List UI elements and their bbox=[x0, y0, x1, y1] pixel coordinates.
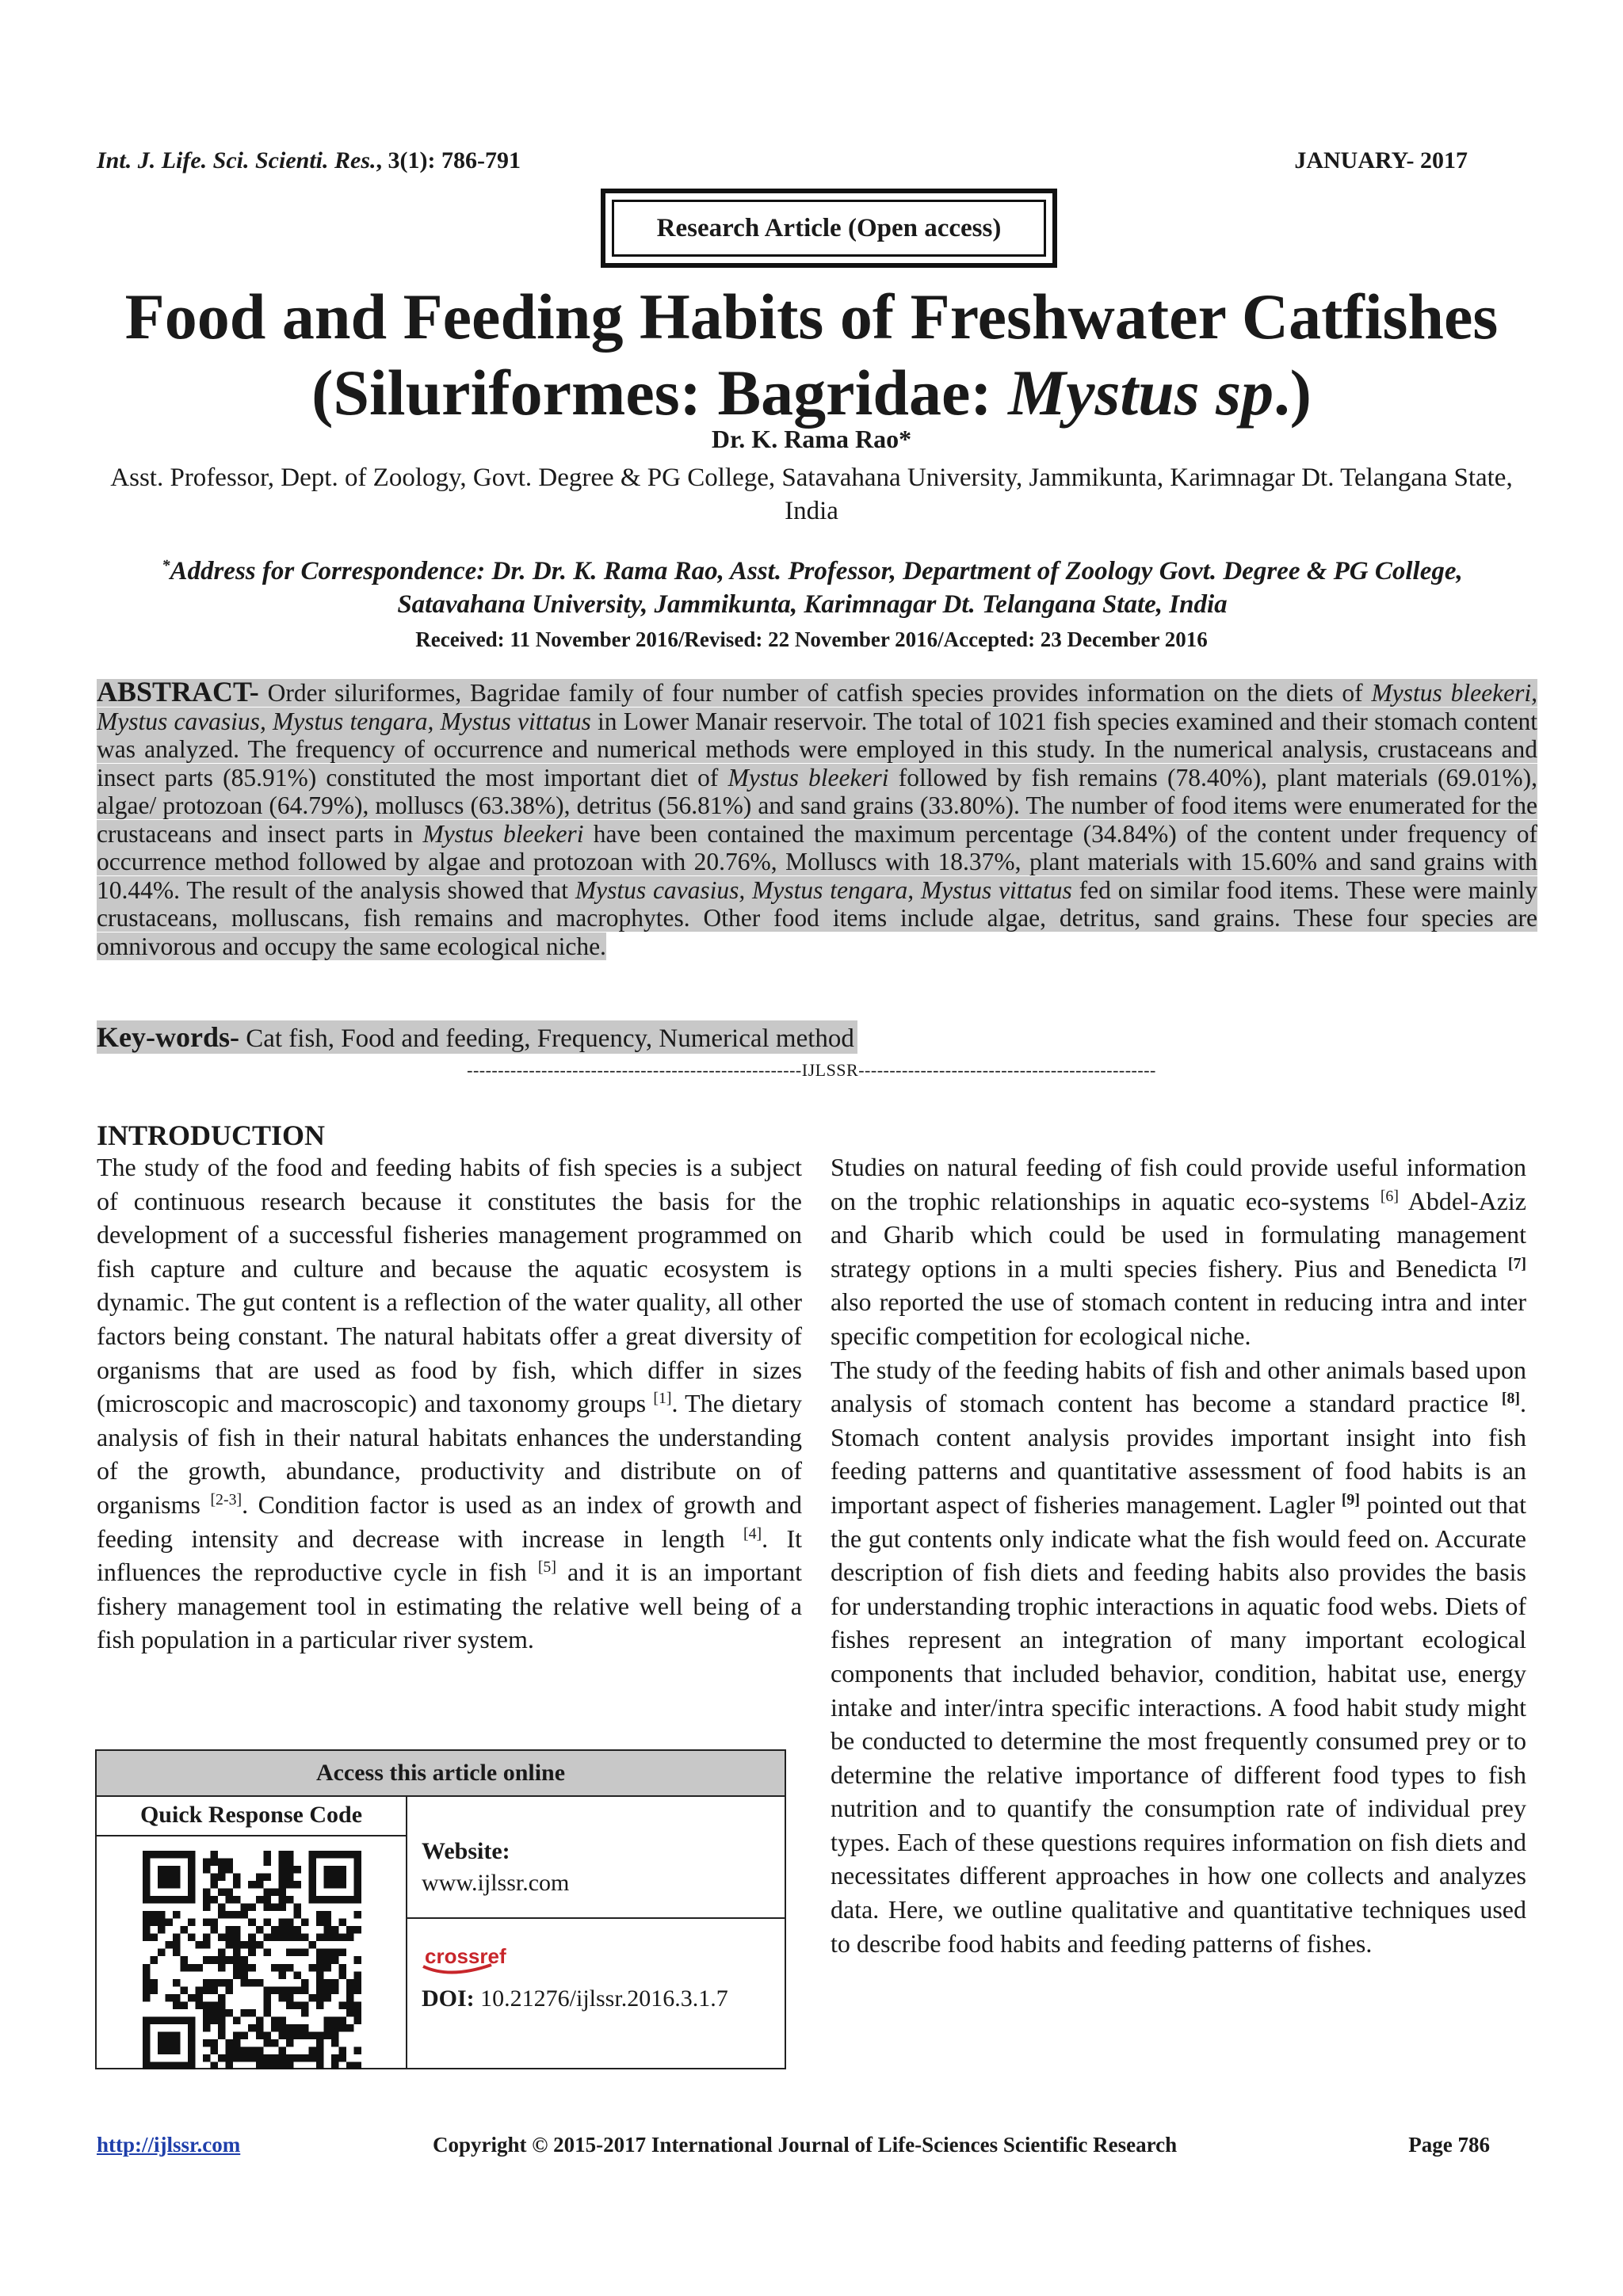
author-affiliation: Asst. Professor, Dept. of Zoology, Govt. Degree & PG College, Satavahana University, Jammikunta, Karimnagar Dt. Telangana State, India bbox=[110, 463, 1513, 525]
citation-ref[interactable]: [7] bbox=[1507, 1254, 1526, 1272]
article-access-box bbox=[95, 1749, 786, 2069]
citation-ref[interactable]: [8] bbox=[1501, 1390, 1520, 1408]
qr-cell bbox=[97, 1795, 407, 2068]
abstract bbox=[97, 678, 1537, 960]
article-type-badge bbox=[601, 189, 1057, 268]
journal-volume: , 3(1): 786-791 bbox=[376, 147, 521, 174]
paragraph-text: Abdel-Aziz and Gharib which could be used in formulating management strategy options in a multi species fishery. Pius and Benedicta bbox=[831, 1186, 1527, 1283]
abstract-species: Mystus cavasius, Mystus tengara, Mystus vittatus bbox=[575, 875, 1072, 904]
abstract-text: in Lower Manair reservoir. The total of 1021 fish species examined and their stomach content was analyzed. The frequency of occurrence and numerical methods were employed in this study. In the numerical analysis, crustaceans and insect parts (85.91%) constituted the most important diet of bbox=[97, 707, 1537, 791]
paragraph-text: The study of the food and feeding habits of fish species is a subject of continuous research because it constitutes the basis for the development of a successful fisheries management programmed on fish capture and culture and because the aquatic ecosystem is dynamic. The gut content is a reflection of the water quality, all other factors being constant. The natural habitats offer a great diversity of organisms that are used as food by fish, which differ in sizes (microscopic and macroscopic) and taxonomy groups bbox=[97, 1153, 802, 1418]
abstract-heading: ABSTRACT- bbox=[97, 676, 259, 707]
keywords bbox=[97, 1020, 857, 1054]
doi-line bbox=[422, 1985, 728, 2012]
paragraph-text: and it is an important fishery management tool in estimating the relative well being of a fish population in a particular river system. bbox=[97, 1558, 803, 1654]
qr-code-icon[interactable] bbox=[143, 1851, 361, 2069]
abstract-text: Order siluriformes, Bagridae family of four number of catfish species provides information on the diets of bbox=[258, 679, 1372, 707]
abstract-text: fed on similar food items. These were mainly crustaceans, molluscans, fish remains and macrophytes. Other food items include algae, detritus, sand grains. These four species are omnivorous and occupy the same ecological niche. bbox=[97, 875, 1537, 960]
paragraph bbox=[831, 1150, 1526, 1353]
title-line-2-prefix: (Siluriformes: Bagridae: bbox=[311, 357, 1009, 429]
title-line-1: Food and Feeding Habits of Freshwater Catfishes bbox=[124, 280, 1499, 353]
citation-ref[interactable]: [2-3] bbox=[210, 1491, 242, 1509]
paragraph-text: . It influences the reproductive cycle in fish bbox=[97, 1524, 803, 1587]
abstract-text: have been contained the maximum percentage (34.84%) of the content under frequency of occurrence method followed by algae and protozoan with 20.76%, Molluscs with 18.37%, plant materials with 15.60% and sand grains with 10.44%. The result of the analysis showed that bbox=[97, 819, 1537, 904]
paragraph-text: . Stomach content analysis provides important insight into fish feeding patterns and quantitative assessment of food habits is an important aspect of fisheries management. Lagler bbox=[831, 1389, 1526, 1519]
correspondence-address bbox=[103, 555, 1522, 621]
issue-date: JANUARY- 2017 bbox=[1294, 147, 1468, 174]
author-name: Dr. K. Rama Rao* bbox=[711, 425, 912, 453]
correspondence-text: Address for Correspondence: Dr. Dr. K. Rama Rao, Asst. Professor, Department of Zoology Govt. Degree & PG College, Satavahana University, Jammikunta, Karimnagar Dt. Telangana State, India bbox=[170, 557, 1463, 619]
doi-label: DOI: bbox=[422, 1985, 475, 2012]
website-link[interactable]: www.ijlssr.com bbox=[422, 1870, 570, 1896]
abstract-text: followed by fish remains (78.40%), plant materials (69.01%), algae/ protozoan (64.79%), molluscs (63.38%), detritus (56.81%) and sand grains (33.80%). The number of food items were enumerated for the crustaceans and insect parts in bbox=[97, 763, 1537, 848]
abstract-body bbox=[97, 676, 1537, 960]
website-cell bbox=[406, 1795, 785, 1919]
paragraph-text: The study of the feeding habits of fish and other animals based upon analysis of stomach content has become a standard practice bbox=[831, 1355, 1526, 1418]
crossref-logo-icon[interactable] bbox=[418, 1936, 529, 1981]
citation-ref[interactable]: [4] bbox=[743, 1524, 762, 1543]
footer-copyright: Copyright © 2015-2017 International Journal of Life-Sciences Scientific Research bbox=[433, 2133, 1178, 2157]
citation-ref[interactable]: [5] bbox=[537, 1558, 556, 1577]
citation-ref[interactable]: [9] bbox=[1341, 1491, 1360, 1509]
title-line-2-suffix: .) bbox=[1274, 357, 1312, 429]
paragraph-text: pointed out that the gut contents only indicate what the fish would feed on. Accurate description of fish diets and feeding habits also provides the basis for understanding trophic interactions in aquatic food webs. Diets of fishes represent an integration of many important ecological components that included behavior, condition, habitat use, energy intake and inter/intra specific interactions. A food habit study might be conducted to determine the most frequently consumed prey or to determine the relative importance of different food types to fish nutrition and to quantify the consumption rate of individual prey types. Each of these questions requires information on fish diets and necessitates different approaches in how one collects and analyzes data. Here, we outline qualitative and quantitative techniques used to describe food habits and feeding patterns of fishes. bbox=[831, 1489, 1527, 1958]
paragraph-text: . The dietary analysis of fish in their natural habitats enhances the understanding of the growth, abundance, productivity and distribute on of organisms bbox=[97, 1389, 803, 1519]
keywords-text: Cat fish, Food and feeding, Frequency, Numerical method bbox=[239, 1024, 854, 1053]
introduction-left-column bbox=[97, 1150, 802, 1657]
qr-label: Quick Response Code bbox=[97, 1795, 406, 1836]
access-box-heading: Access this article online bbox=[97, 1751, 785, 1797]
paragraph bbox=[831, 1353, 1526, 1961]
crossref-logo-text: crossref bbox=[425, 1944, 506, 1968]
abstract-species: Mystus bleekeri bbox=[727, 763, 889, 791]
paragraph-text: also reported the use of stomach content in reducing intra and inter specific competition for ecological niche. bbox=[831, 1287, 1526, 1350]
doi-value[interactable]: 10.21276/ijlssr.2016.3.1.7 bbox=[474, 1985, 728, 2012]
abstract-species: Mystus bleekeri bbox=[422, 819, 584, 848]
publication-dates: Received: 11 November 2016/Revised: 22 November 2016/Accepted: 23 December 2016 bbox=[415, 627, 1208, 651]
title-genus: Mystus sp bbox=[1008, 357, 1274, 429]
page-number: Page 786 bbox=[1408, 2133, 1490, 2157]
introduction-right-column bbox=[831, 1150, 1526, 1960]
abstract-species: Mystus bleekeri, Mystus cavasius, Mystus tengara, Mystus vittatus bbox=[97, 679, 1537, 735]
citation-ref[interactable]: [6] bbox=[1380, 1187, 1399, 1205]
article-title bbox=[79, 279, 1544, 431]
paragraph-text: . Condition factor is used as an index of growth and feeding intensity and decrease with increase in length bbox=[97, 1489, 803, 1553]
correspondence-mark: * bbox=[162, 556, 170, 574]
section-separator: ------------------------------------------------------IJLSSR------------------------------------------------ bbox=[467, 1060, 1156, 1080]
website-label: Website: bbox=[422, 1838, 510, 1864]
introduction-heading: INTRODUCTION bbox=[97, 1119, 326, 1151]
title-line-2 bbox=[79, 355, 1544, 431]
journal-name: Int. J. Life. Sci. Scienti. Res. bbox=[97, 147, 376, 174]
keywords-heading: Key-words- bbox=[97, 1021, 239, 1053]
citation-ref[interactable]: [1] bbox=[653, 1390, 672, 1408]
paragraph-text: Studies on natural feeding of fish could provide useful information on the trophic relationships in aquatic eco-systems bbox=[831, 1153, 1526, 1215]
article-type-label: Research Article (Open access) bbox=[612, 200, 1046, 257]
footer-journal-link[interactable]: http://ijlssr.com bbox=[97, 2133, 241, 2157]
journal-citation bbox=[97, 147, 521, 174]
doi-cell bbox=[406, 1917, 785, 2068]
